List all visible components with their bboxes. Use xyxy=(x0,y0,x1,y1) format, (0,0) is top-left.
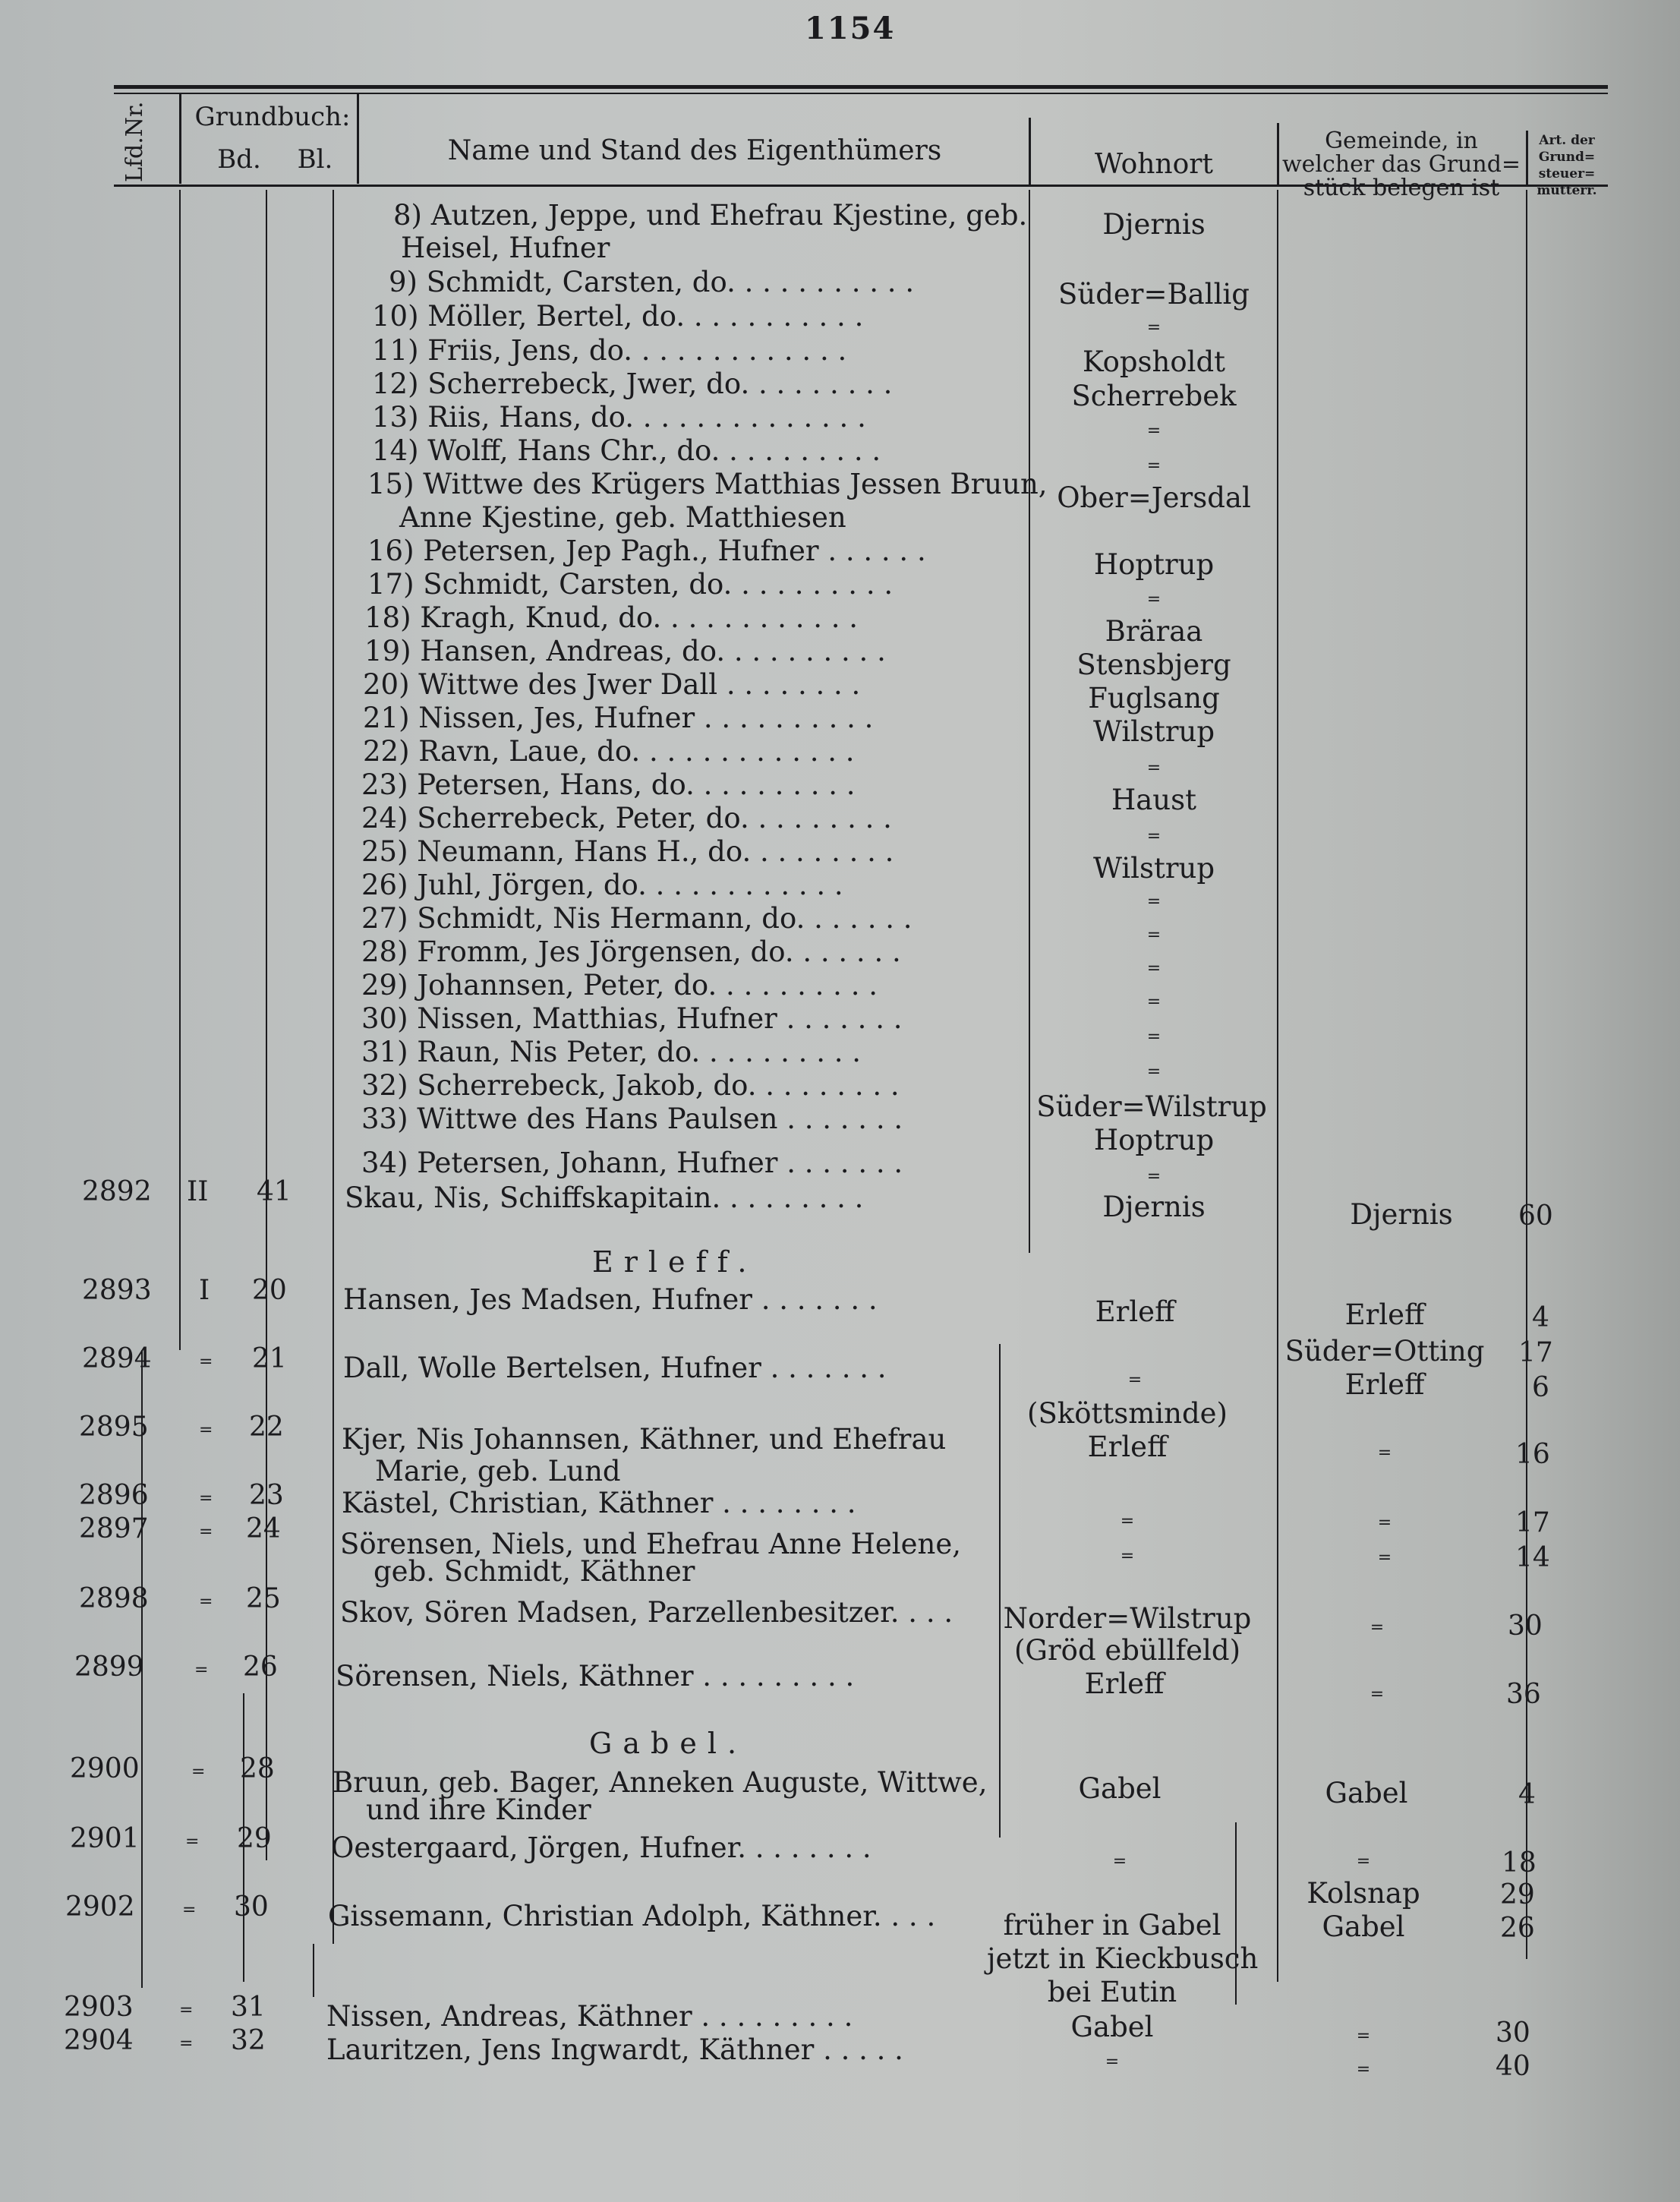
row-2895-bl: 22 xyxy=(249,1412,284,1443)
col-rule-gemeinde xyxy=(1526,131,1528,187)
cont-wohnort-27: Hoptrup xyxy=(1093,1124,1215,1156)
cont-name-2: 9) Schmidt, Carsten, do. . . . . . . . . . . xyxy=(389,266,915,298)
header-bd: Bd. xyxy=(217,144,261,175)
header-top-rule-thin xyxy=(114,93,1608,94)
row-2895-nr: 2895 xyxy=(79,1412,149,1443)
col-rule-wohnort xyxy=(1277,123,1279,187)
row-2902-wohnort-2: jetzt in Kieckbusch xyxy=(987,1942,1259,1975)
header-art-3: steuer= xyxy=(1538,166,1596,181)
row-2897-bl: 24 xyxy=(246,1513,281,1544)
cont-name-9: Anne Kjestine, geb. Matthiesen xyxy=(399,501,846,534)
body-rule-name-low xyxy=(999,1344,1001,1838)
row-2893-bl: 20 xyxy=(252,1275,287,1306)
row-2902-gemeinde-a: Kolsnap xyxy=(1306,1877,1420,1910)
cont-name-12: 18) Kragh, Knud, do. . . . . . . . . . . . xyxy=(364,601,859,634)
cont-wohnort-0: Djernis xyxy=(1102,208,1206,241)
cont-name-16: 22) Ravn, Laue, do. . . . . . . . . . . . . xyxy=(363,735,855,768)
row-2899-nr: 2899 xyxy=(74,1652,144,1683)
row-2903-nr: 2903 xyxy=(64,1992,134,2023)
row-2894-wohnort: = xyxy=(1127,1371,1143,1390)
row-2893-gemeinde: Erleff xyxy=(1344,1298,1425,1331)
row-2900-gemeinde: Gabel xyxy=(1325,1777,1408,1809)
cont-name-1: Heisel, Hufner xyxy=(401,232,610,264)
row-2892-nr: 2892 xyxy=(82,1176,152,1207)
header-art-1: Art. der xyxy=(1539,133,1595,148)
cont-name-13: 19) Hansen, Andreas, do. . . . . . . . . . xyxy=(364,635,886,667)
row-2893-art: 4 xyxy=(1532,1302,1549,1333)
row-2896-wohnort: = xyxy=(1120,1512,1135,1531)
header-art-4: mutterr. xyxy=(1537,183,1597,198)
row-2901-bd: = xyxy=(185,1832,200,1851)
row-2892-bl: 41 xyxy=(257,1176,292,1207)
row-2894-name: Dall, Wolle Bertelsen, Hufner . . . . . . . xyxy=(343,1352,887,1384)
cont-wohnort-16: = xyxy=(1146,759,1162,778)
cont-wohnort-18: = xyxy=(1146,827,1162,846)
row-2898-gemeinde: = xyxy=(1370,1618,1385,1637)
row-2897-name-2: geb. Schmidt, Käthner xyxy=(374,1555,695,1588)
row-2898-nr: 2898 xyxy=(79,1583,149,1614)
cont-wohnort-4: Kopsholdt xyxy=(1082,345,1226,378)
cont-wohnort-15: Wilstrup xyxy=(1092,715,1215,748)
row-2896-art: 17 xyxy=(1515,1507,1550,1538)
row-2898-art: 30 xyxy=(1508,1610,1543,1642)
row-2893-nr: 2893 xyxy=(82,1275,152,1306)
row-2897-art: 14 xyxy=(1515,1542,1550,1573)
header-gemeinde-3: stück belegen ist xyxy=(1303,175,1500,201)
header-name: Name und Stand des Eigenthümers xyxy=(447,135,942,166)
row-2896-bd: = xyxy=(199,1489,213,1508)
row-2902-wohnort-1: früher in Gabel xyxy=(1003,1909,1221,1942)
row-2892-gemeinde: Djernis xyxy=(1350,1198,1453,1231)
row-2903-name: Nissen, Andreas, Käthner . . . . . . . . . xyxy=(326,2000,853,2033)
row-2904-wohnort: = xyxy=(1105,2052,1120,2071)
cont-name-28: 34) Petersen, Johann, Hufner . . . . . . . xyxy=(361,1147,903,1179)
col-rule-name xyxy=(1029,118,1031,186)
col-rule-grundbuch xyxy=(357,93,359,184)
row-2903-wohnort: Gabel xyxy=(1070,2011,1154,2043)
row-2897-gemeinde: = xyxy=(1377,1548,1392,1567)
row-2893-wohnort: Erleff xyxy=(1095,1295,1175,1328)
row-2902-art-a: 29 xyxy=(1500,1879,1535,1910)
row-2900-bd: = xyxy=(191,1762,206,1781)
row-2901-name: Oestergaard, Jörgen, Hufner. . . . . . . . xyxy=(331,1831,872,1864)
cont-name-20: 26) Juhl, Jörgen, do. . . . . . . . . . . . xyxy=(361,869,843,901)
cont-wohnort-19: Wilstrup xyxy=(1092,852,1215,885)
row-2897-name-1: Sörensen, Niels, und Ehefrau Anne Helene, xyxy=(340,1528,962,1560)
row-2898-bl: 25 xyxy=(246,1583,281,1614)
row-2902-bd: = xyxy=(182,1901,197,1920)
row-2895-name-2: Marie, geb. Lund xyxy=(375,1455,621,1487)
row-2896-nr: 2896 xyxy=(79,1480,149,1511)
row-2899-art: 36 xyxy=(1506,1679,1541,1710)
body-rule-bl-low xyxy=(313,1944,314,1997)
row-2903-gemeinde: = xyxy=(1356,2027,1371,2046)
cont-name-4: 11) Friis, Jens, do. . . . . . . . . . . . . xyxy=(372,334,847,367)
row-2896-bl: 23 xyxy=(249,1480,284,1511)
row-2893-name: Hansen, Jes Madsen, Hufner . . . . . . . xyxy=(343,1283,878,1316)
row-2902-nr: 2902 xyxy=(65,1891,135,1923)
body-rule-bl xyxy=(333,190,334,1944)
cont-name-27: 33) Wittwe des Hans Paulsen . . . . . . . xyxy=(361,1103,903,1135)
row-2899-name: Sörensen, Niels, Käthner . . . . . . . . . xyxy=(336,1660,855,1693)
row-2898-name: Skov, Sören Madsen, Parzellenbesitzer. . . . xyxy=(340,1596,953,1629)
row-2902-art-b: 26 xyxy=(1500,1913,1535,1944)
row-2901-wohnort: = xyxy=(1112,1852,1127,1871)
row-2903-bl: 31 xyxy=(231,1992,266,2023)
cont-wohnort-3: = xyxy=(1146,318,1162,337)
header-art-2: Grund= xyxy=(1538,150,1596,165)
row-2895-art: 16 xyxy=(1515,1439,1550,1470)
row-2899-wohnort-1: (Gröd ebüllfeld) xyxy=(1013,1634,1241,1667)
cont-name-0: 8) Autzen, Jeppe, und Ehefrau Kjestine, geb. xyxy=(393,199,1028,232)
row-2901-gemeinde: = xyxy=(1356,1852,1371,1871)
cont-wohnort-2: Süder=Ballig xyxy=(1058,278,1250,311)
row-2904-name: Lauritzen, Jens Ingwardt, Käthner . . . . . xyxy=(326,2033,903,2066)
row-2899-gemeinde: = xyxy=(1370,1685,1385,1704)
header-lfd-nr: Lfd.Nr. xyxy=(121,101,148,182)
row-2893-bd: I xyxy=(199,1275,210,1306)
header-top-rule xyxy=(114,85,1608,89)
row-2897-nr: 2897 xyxy=(79,1513,149,1544)
row-2904-nr: 2904 xyxy=(64,2025,134,2056)
row-2902-wohnort-3: bei Eutin xyxy=(1047,1976,1177,2008)
cont-name-17: 23) Petersen, Hans, do. . . . . . . . . . xyxy=(361,768,856,801)
cont-name-15: 21) Nissen, Jes, Hufner . . . . . . . . . . xyxy=(363,702,874,734)
row-2892-art: 60 xyxy=(1518,1200,1553,1232)
cont-wohnort-13: Stensbjerg xyxy=(1076,648,1231,681)
cont-wohnort-6: = xyxy=(1146,421,1162,440)
row-2901-art: 18 xyxy=(1502,1847,1537,1879)
cont-wohnort-22: = xyxy=(1146,959,1162,978)
cont-wohnort-8: Ober=Jersdal xyxy=(1057,481,1251,514)
cont-wohnort-20: = xyxy=(1146,892,1162,911)
header-gemeinde-1: Gemeinde, in xyxy=(1325,128,1478,154)
cont-wohnort-7: = xyxy=(1146,456,1162,475)
row-2900-name-1: Bruun, geb. Bager, Anneken Auguste, Wittwe, xyxy=(333,1766,988,1799)
cont-wohnort-5: Scherrebek xyxy=(1071,380,1237,412)
cont-name-23: 29) Johannsen, Peter, do. . . . . . . . . . xyxy=(361,969,878,1002)
row-2903-art: 30 xyxy=(1496,2017,1530,2049)
row-2896-name: Kästel, Christian, Käthner . . . . . . . . xyxy=(342,1487,856,1519)
row-2898-bd: = xyxy=(199,1592,213,1611)
row-2898-wohnort: Norder=Wilstrup xyxy=(1003,1602,1252,1635)
row-2892-name: Skau, Nis, Schiffskapitain. . . . . . . . . xyxy=(345,1181,864,1214)
body-rule-nr xyxy=(179,190,181,1350)
row-2902-name: Gissemann, Christian Adolph, Käthner. . . . xyxy=(328,1900,936,1932)
section-erleff: Erleff. xyxy=(592,1245,758,1279)
cont-wohnort-14: Fuglsang xyxy=(1088,682,1220,715)
row-2895-bd: = xyxy=(199,1421,213,1440)
cont-wohnort-21: = xyxy=(1146,926,1162,945)
row-2895-gemeinde: = xyxy=(1377,1443,1392,1462)
row-2901-bl: 29 xyxy=(237,1823,272,1854)
cont-name-22: 28) Fromm, Jes Jörgensen, do. . . . . . . xyxy=(361,935,901,968)
row-2894-nr: 2894 xyxy=(82,1343,152,1374)
cont-name-11: 17) Schmidt, Carsten, do. . . . . . . . . . xyxy=(367,568,894,601)
cont-wohnort-25: = xyxy=(1146,1062,1162,1081)
cont-wohnort-10: Hoptrup xyxy=(1093,548,1215,581)
cont-wohnort-12: Bräraa xyxy=(1105,615,1203,648)
row-2900-wohnort: Gabel xyxy=(1078,1772,1162,1805)
row-2904-art: 40 xyxy=(1496,2051,1530,2082)
header-grundbuch: Grundbuch: xyxy=(194,102,351,132)
col-rule-nr xyxy=(179,93,181,184)
cont-name-21: 27) Schmidt, Nis Hermann, do. . . . . . . xyxy=(361,902,912,935)
row-2899-bl: 26 xyxy=(243,1652,278,1683)
row-2899-bd: = xyxy=(194,1661,209,1680)
cont-wohnort-11: = xyxy=(1146,590,1162,609)
row-2904-bl: 32 xyxy=(231,2025,266,2056)
cont-wohnort-17: Haust xyxy=(1111,784,1196,816)
page-number: 1154 xyxy=(805,11,896,46)
row-2894-gemeinde-b: Erleff xyxy=(1344,1368,1425,1401)
cont-name-25: 31) Raun, Nis Peter, do. . . . . . . . . . xyxy=(361,1036,861,1068)
cont-name-26: 32) Scherrebeck, Jakob, do. . . . . . . . . xyxy=(361,1069,900,1102)
row-2900-name-2: und ihre Kinder xyxy=(366,1793,591,1826)
cont-wohnort-28: = xyxy=(1146,1167,1162,1186)
cont-wohnort-26: Süder=Wilstrup xyxy=(1036,1090,1267,1123)
row-2902-bl: 30 xyxy=(234,1891,269,1923)
row-2894-bl: 21 xyxy=(252,1343,287,1374)
row-2895-wohnort-2: Erleff xyxy=(1087,1431,1168,1463)
row-2896-gemeinde: = xyxy=(1377,1513,1392,1532)
row-2894-art-b: 6 xyxy=(1532,1372,1549,1403)
cont-name-5: 12) Scherrebeck, Jwer, do. . . . . . . . . xyxy=(372,368,893,400)
row-2897-wohnort: = xyxy=(1120,1547,1135,1566)
cont-name-24: 30) Nissen, Matthias, Hufner . . . . . . . xyxy=(361,1002,903,1035)
header-gemeinde-2: welcher das Grund= xyxy=(1281,151,1521,178)
row-2904-gemeinde: = xyxy=(1356,2060,1371,2079)
cont-name-19: 25) Neumann, Hans H., do. . . . . . . . . xyxy=(361,835,894,868)
row-2900-bl: 28 xyxy=(240,1753,275,1784)
row-2894-gemeinde-a: Süder=Otting xyxy=(1284,1335,1485,1368)
header-wohnort: Wohnort xyxy=(1095,149,1213,180)
cont-wohnort-24: = xyxy=(1146,1027,1162,1046)
cont-name-8: 15) Wittwe des Krügers Matthias Jessen Bruun, xyxy=(367,468,1048,500)
cont-name-6: 13) Riis, Hans, do. . . . . . . . . . . . . . xyxy=(372,401,866,434)
row-2900-nr: 2900 xyxy=(70,1753,140,1784)
section-gabel: Gabel. xyxy=(589,1727,748,1760)
row-2895-wohnort-1: (Sköttsminde) xyxy=(1027,1397,1228,1430)
row-2892-bd: II xyxy=(187,1176,209,1207)
row-2901-nr: 2901 xyxy=(70,1823,140,1854)
row-2902-gemeinde-b: Gabel xyxy=(1322,1910,1405,1943)
row-2900-art: 4 xyxy=(1518,1779,1536,1810)
cont-name-7: 14) Wolff, Hans Chr., do. . . . . . . . . . xyxy=(372,434,881,467)
row-2894-bd: = xyxy=(199,1352,213,1371)
row-2892-wohnort: Djernis xyxy=(1102,1191,1206,1223)
row-2904-bd: = xyxy=(179,2034,194,2053)
row-2903-bd: = xyxy=(179,2001,194,2020)
cont-wohnort-23: = xyxy=(1146,992,1162,1011)
cont-name-14: 20) Wittwe des Jwer Dall . . . . . . . . xyxy=(363,668,861,701)
header-bl: Bl. xyxy=(297,144,333,175)
cont-name-3: 10) Möller, Bertel, do. . . . . . . . . . . xyxy=(372,300,864,333)
row-2897-bd: = xyxy=(199,1522,213,1541)
row-2895-name-1: Kjer, Nis Johannsen, Käthner, und Ehefrau xyxy=(342,1423,947,1456)
cont-name-10: 16) Petersen, Jep Pagh., Hufner . . . . . . xyxy=(367,535,926,567)
row-2899-wohnort-2: Erleff xyxy=(1084,1667,1165,1700)
cont-name-18: 24) Scherrebeck, Peter, do. . . . . . . . . xyxy=(361,802,892,834)
row-2894-art-a: 17 xyxy=(1518,1337,1553,1368)
